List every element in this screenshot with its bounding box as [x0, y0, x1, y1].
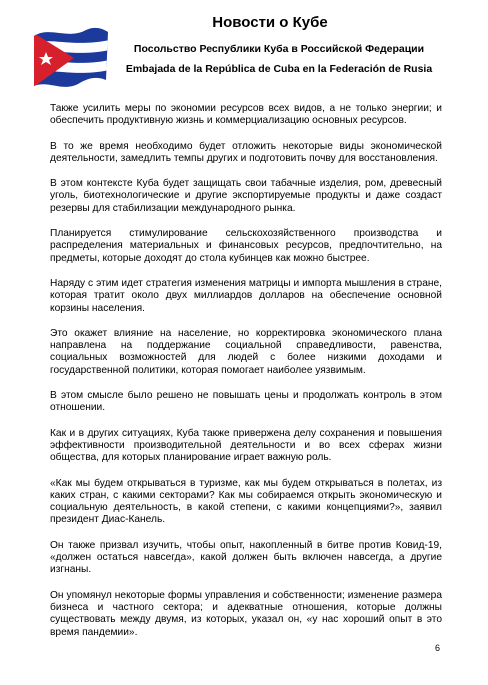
paragraph: Это окажет влияние на население, но корректировка экономического плана направлена на поддержание социальной справедливости, равенства, социальных возможностей для людей с более низкими доходами и государственной политики, которая помогает наиболее уязвимым. — [50, 327, 442, 376]
paragraph: В этом контексте Куба будет защищать свои табачные изделия, ром, древесный уголь, биотехнологические и другие экспортируемые продукты и даже создаст резервы для стабилизации международного рынка. — [50, 178, 442, 214]
subtitle-russian: Посольство Республики Куба в Российской Федерации — [133, 43, 425, 55]
paragraph: «Как мы будем открываться в туризме, как мы будем открываться в полетах, из каких стран, с какими секторами? Как мы собираемся открыть экономическую и социальную деятельность, в какой степени, с какими концепциями?», заявил президент Диас-Канель. — [50, 477, 442, 526]
paragraph: Также усилить меры по экономии ресурсов всех видов, а не только энергии; и обеспечить продуктивную жизнь и коммерциализацию основных ресурсов. — [50, 103, 442, 127]
paragraph: Планируется стимулирование сельскохозяйственного производства и распределения материальных и финансовых ресурсов, предпочтительно, на предметы, которые доходят до стола кубинцев как можно быстрее. — [50, 228, 442, 264]
paragraph: Он также призвал изучить, чтобы опыт, накопленный в битве против Ковид-19, «должен остаться навсегда», какой должен быть включен навсегда, а другие изгнаны. — [50, 539, 442, 576]
subtitle-spanish: Embajada de la República de Cuba en la Federación de Rusia — [125, 63, 433, 75]
paragraph: В этом смысле было решено не повышать цены и продолжать контроль в этом отношении. — [50, 390, 442, 414]
paragraph: В то же время необходимо будет отложить некоторые виды экономической деятельности, замедлить темпы других и подготовить почву для восстановления. — [50, 140, 442, 164]
page-header — [0, 0, 488, 90]
cuban-flag-icon — [30, 22, 110, 92]
paragraph: Наряду с этим идет стратегия изменения матрицы и импорта мышления в стране, которая тратит около двух миллиардов долларов на обеспечение основной корзины населения. — [50, 277, 442, 314]
page-title: Новости о Кубе — [212, 14, 328, 31]
page-number: 6 — [434, 643, 440, 653]
paragraph: Как и в других ситуациях, Куба также привержена делу сохранения и повышения эффективности производительной деятельности и во всех сферах жизни общества, для которых планирование играет важную роль. — [50, 427, 442, 464]
article-body — [50, 103, 442, 652]
paragraph: Он упомянул некоторые формы управления и собственности; изменение размера бизнеса и частного сектора; и адекватные отношения, которые должны существовать между двумя, из которых, указал он, «у нас хороший опыт в это время пандемии». — [50, 589, 442, 638]
